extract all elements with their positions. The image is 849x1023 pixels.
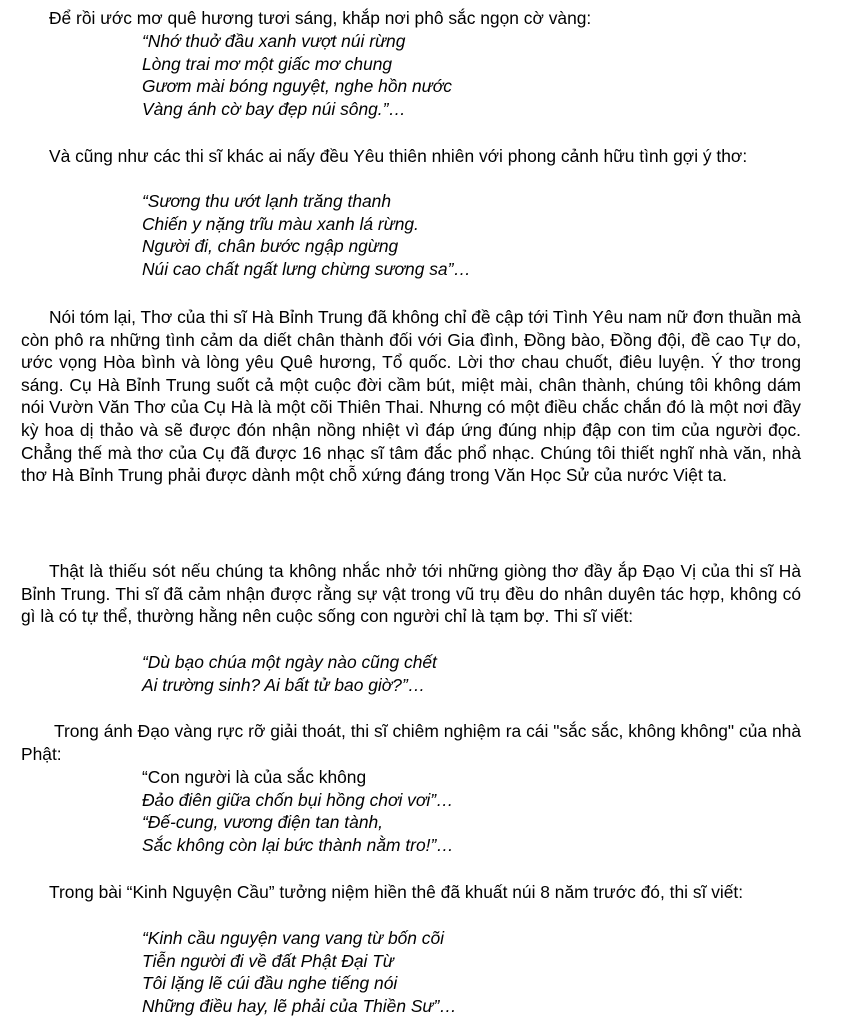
paragraph-text: Trong ánh Đạo vàng rực rỡ giải thoát, thi sĩ chiêm nghiệm ra cái "sắc sắc, không không" của nhà Phật:: [21, 721, 801, 764]
paragraph-nature: [21, 145, 801, 168]
poem-line: Ai trường sinh? Ai bất tử bao giờ?”…: [142, 674, 426, 695]
poem-line: Vàng ánh cờ bay đẹp núi sông.”…: [142, 98, 406, 119]
paragraph-sac-khong: [21, 720, 801, 765]
poem-line: Gươm mài bóng nguyệt, nghe hồn nước: [142, 76, 452, 97]
poem-line: Chiến y nặng trĩu màu xanh lá rừng.: [142, 213, 419, 234]
poem-line: Những điều hay, lẽ phải của Thiền Sư”…: [142, 995, 457, 1016]
poem-line: Đảo điên giữa chốn bụi hồng chơi vơi”…: [142, 789, 454, 810]
poem-quote-autumn: [142, 190, 822, 280]
poem-quote-prayer: [142, 927, 822, 1017]
poem-line: Núi cao chất ngất lưng chừng sương sa”…: [142, 258, 471, 279]
paragraph-text: Để rồi ước mơ quê hương tươi sáng, khắp nơi phô sắc ngọn cờ vàng:: [49, 8, 592, 28]
paragraph-text: Và cũng như các thi sĩ khác ai nấy đều Yêu thiên nhiên với phong cảnh hữu tình gợi ý thơ:: [49, 146, 748, 166]
poem-line: “Kinh cầu nguyện vang vang từ bốn cõi: [142, 928, 445, 948]
poem-quote-sac-khong: [142, 766, 822, 856]
poem-line: “Dù bạo chúa một ngày nào cũng chết: [142, 652, 437, 672]
poem-line: Lòng trai mơ một giấc mơ chung: [142, 53, 393, 74]
paragraph-text: Nói tóm lại, Thơ của thi sĩ Hà Bỉnh Trung đã không chỉ đề cập tới Tình Yêu nam nữ đơn thuần mà còn phô ra những tình cảm da diết chân thành đối với Gia đình, Đồng bào, Đồng đội, đề cao Tự do, ước vọng Hòa bình và lòng yêu Quê hương, Tổ quốc. Lời thơ chau chuốt, điêu luyện. Ý thơ trong sáng. Cụ Hà Bỉnh Trung suốt cả một cuộc đời cầm bút, miệt mài, chân thành, chúng tôi không dám nói Vườn Văn Thơ của Cụ Hà là một cõi Thiên Thai. Nhưng có một điều chắc chắn đó là một nơi đầy kỳ hoa dị thảo và sẽ được đón nhận nồng nhiệt vì đáp ứng đúng nhịp đập con tim của người đọc. Chẳng thế mà thơ của Cụ đã được 16 nhạc sĩ tâm đắc phổ nhạc. Chúng tôi thiết nghĩ nhà văn, nhà thơ Hà Bỉnh Trung phải được dành một chỗ xứng đáng trong Văn Học Sử của nước Việt ta.: [21, 307, 801, 486]
poem-line: Người đi, chân bước ngập ngừng: [142, 236, 399, 257]
poem-line: Tôi lặng lẽ cúi đầu nghe tiếng nói: [142, 973, 398, 994]
poem-quote-homeland: [142, 30, 822, 120]
poem-line: Tiễn người đi về đất Phật Đại Từ: [142, 950, 394, 971]
poem-line: “Nhớ thuở đầu xanh vượt núi rừng: [142, 31, 406, 51]
paragraph-dao-vi: [21, 560, 801, 628]
poem-line: Sắc không còn lại bức thành nằm tro!”…: [142, 834, 454, 855]
paragraph-summary: [21, 306, 801, 487]
poem-quote-tyrant: [142, 651, 822, 696]
poem-line: “Sương thu ướt lạnh trăng thanh: [142, 191, 392, 211]
paragraph-text: Trong bài “Kinh Nguyện Cầu” tưởng niệm hiền thê đã khuất núi 8 năm trước đó, thi sĩ viết:: [49, 882, 744, 902]
paragraph-intro-dream: [21, 7, 801, 30]
poem-line: “Đế-cung, vương điện tan tành,: [142, 812, 383, 833]
poem-line: “Con người là của sắc không: [142, 767, 367, 787]
paragraph-kinh-nguyen-cau: [21, 881, 801, 904]
paragraph-text: Thật là thiếu sót nếu chúng ta không nhắc nhở tới những giòng thơ đầy ắp Đạo Vị của thi sĩ Hà Bỉnh Trung. Thi sĩ đã cảm nhận được rằng sự vật trong vũ trụ đều do nhân duyên tác hợp, không có gì là có tự thể, thường hằng nên cuộc sống con người chỉ là tạm bợ. Thi sĩ viết:: [21, 561, 801, 627]
